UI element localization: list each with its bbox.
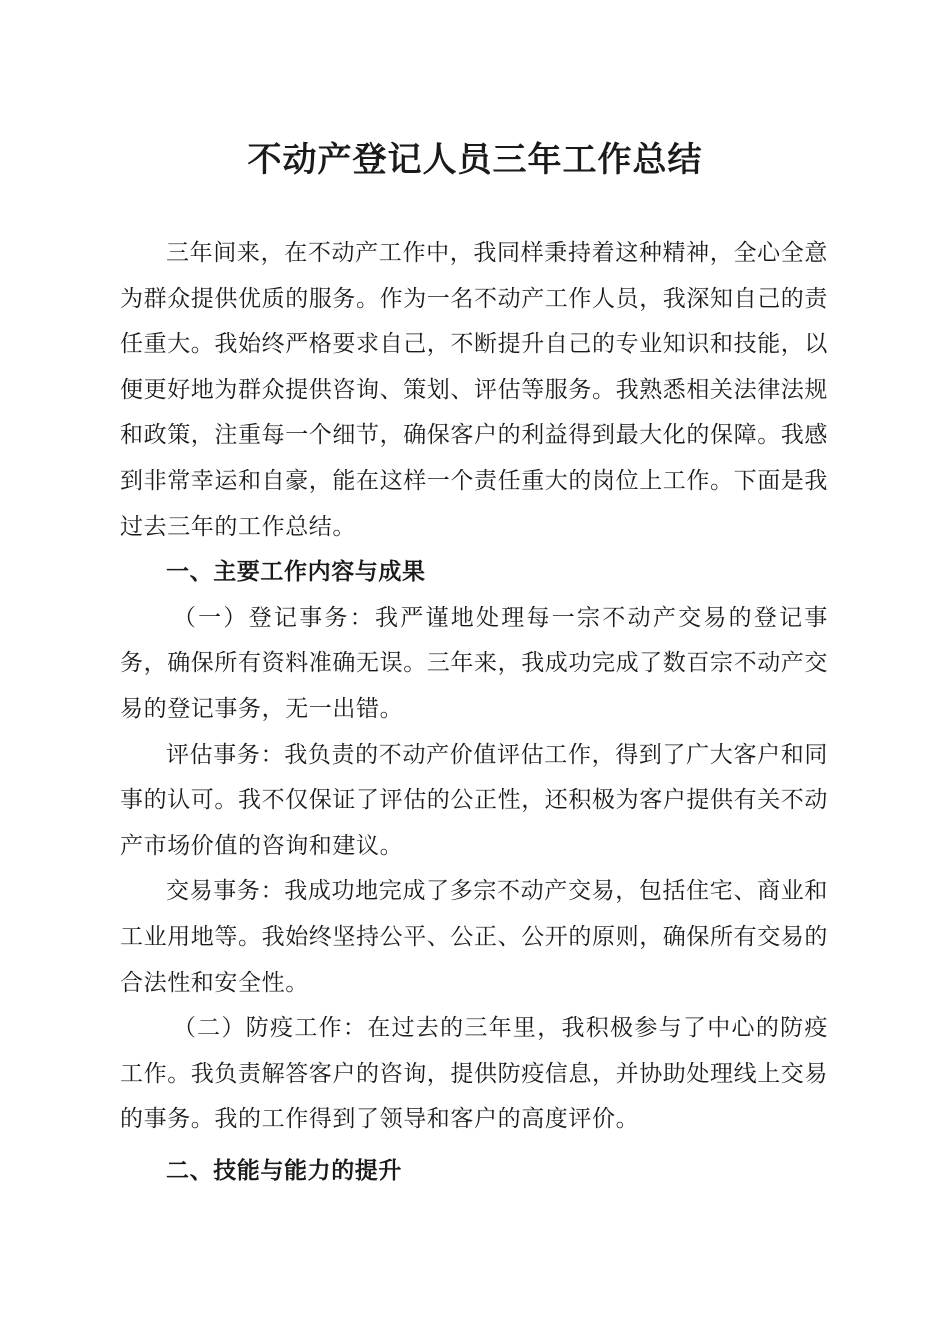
section-heading-skills: 二、技能与能力的提升	[166, 1157, 402, 1184]
transaction-paragraph: 交易事务：我成功地完成了多宗不动产交易，包括住宅、商业和工业用地等。我始终坚持公平、公正、公开的原则，确保所有交易的合法性和安全性。	[120, 878, 828, 996]
document-body	[120, 231, 828, 1194]
epidemic-paragraph: （二）防疫工作：在过去的三年里，我积极参与了中心的防疫工作。我负责解答客户的咨询，提供防疫信息，并协助处理线上交易的事务。我的工作得到了领导和客户的高度评价。	[120, 1015, 828, 1133]
section-heading-main-work: 一、主要工作内容与成果	[166, 559, 426, 586]
document-title: 不动产登记人员三年工作总结	[247, 140, 703, 180]
evaluation-paragraph: 评估事务：我负责的不动产价值评估工作，得到了广大客户和同事的认可。我不仅保证了评估的公正性，还积极为客户提供有关不动产市场价值的咨询和建议。	[120, 741, 828, 859]
intro-paragraph: 三年间来，在不动产工作中，我同样秉持着这种精神，全心全意为群众提供优质的服务。作为一名不动产工作人员，我深知自己的责任重大。我始终严格要求自己，不断提升自己的专业知识和技能，以便更好地为群众提供咨询、策划、评估等服务。我熟悉相关法律法规和政策，注重每一个细节，确保客户的利益得到最大化的保障。我感到非常幸运和自豪，能在这样一个责任重大的岗位上工作。下面是我过去三年的工作总结。	[120, 240, 828, 540]
registration-paragraph: （一）登记事务：我严谨地处理每一宗不动产交易的登记事务，确保所有资料准确无误。三年来，我成功完成了数百宗不动产交易的登记事务，无一出错。	[120, 604, 828, 722]
